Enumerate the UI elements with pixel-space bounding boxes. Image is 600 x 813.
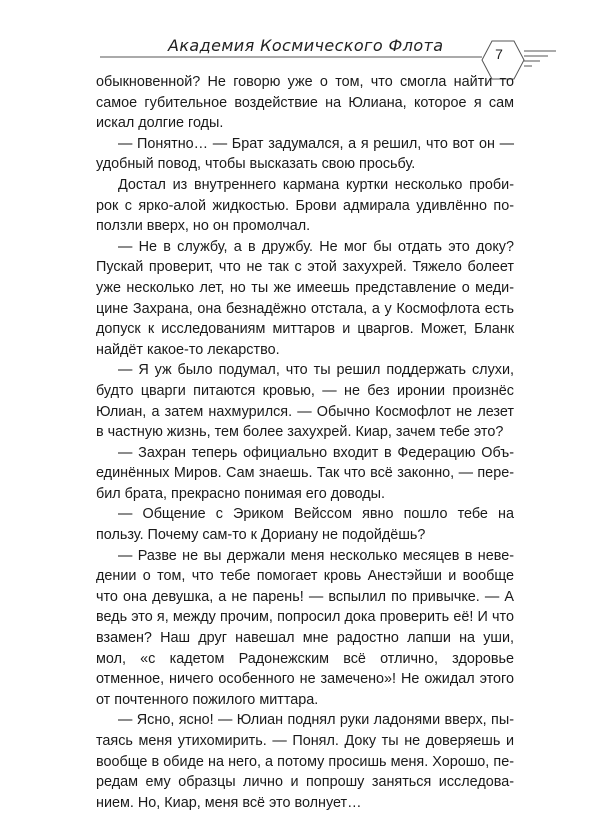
- paragraph: — Общение с Эриком Вейссом явно пошло тебе на пользу. Почему сам-то к Дориану не подойдёшь?: [96, 506, 514, 544]
- paragraph: — Разве не вы держали меня несколько месяцев в неведении о том, что тебе помогает кровь Анестэйши и вообще что она девушка, а не парень! — вспылил по привычке. — А ведь это я, между прочим, попросил дока проверить её! И что взамен? Наш друг навешал мне радостно лапши на уши, мол, «с кадетом Радонежским всё отлично, здоровье отменное, ничего особенного не замечено»! Не ожидал этого от почтенного пожилого миттара.: [96, 547, 514, 708]
- paragraph: — Ясно, ясно! — Юлиан поднял руки ладонями вверх, пытаясь меня утихомирить. — Понял. Доку ты не доверяешь и вообще в обиде на него, а потому просишь меня. Хорошо, передам ему образцы лично и попрошу заняться исследованием. Но, Киар, меня всё это волнует…: [96, 712, 514, 811]
- paragraph: обыкновенной? Не говорю уже о том, что смогла найти то самое губительное воздействие на Юлиана, которое я сам искал долгие годы.: [96, 74, 514, 132]
- paragraph: — Не в службу, а в дружбу. Не мог бы отдать это доку? Пускай проверит, что не так с этой захухрей. Тяжело болеет уже несколько лет, но ты же имеешь представление о медицине Захрана, она безнадёжно отстала, а у Космофлота есть допуск к исследованиям миттаров и цваргов. Может, Бланк найдёт какое-то лекарство.: [96, 238, 514, 358]
- book-title: Академия Космического Флота: [168, 36, 444, 55]
- page-number: 7: [495, 46, 503, 62]
- page-body: [96, 72, 514, 813]
- running-header: [0, 0, 600, 80]
- paragraph: Достал из внутреннего кармана куртки несколько пробирок с ярко-алой жидкостью. Брови адмирала удивлённо поползли вверх, но он промолчал.: [96, 176, 514, 235]
- paragraph: — Понятно… — Брат задумался, а я решил, что вот он — удобный повод, чтобы высказать свою просьбу.: [96, 135, 514, 173]
- paragraph: — Захран теперь официально входит в Федерацию Объединённых Миров. Сам знаешь. Так что всё законно, — перебил брата, прекрасно понимая его доводы.: [96, 444, 514, 502]
- paragraph: — Я уж было подумал, что ты решил поддержать слухи, будто цварги питаются кровью, — не без иронии произнёс Юлиан, а затем нахмурился. — Обычно Космофлот не лезет в частную жизнь, тем более захухрей. Киар, зачем тебе это?: [96, 362, 514, 441]
